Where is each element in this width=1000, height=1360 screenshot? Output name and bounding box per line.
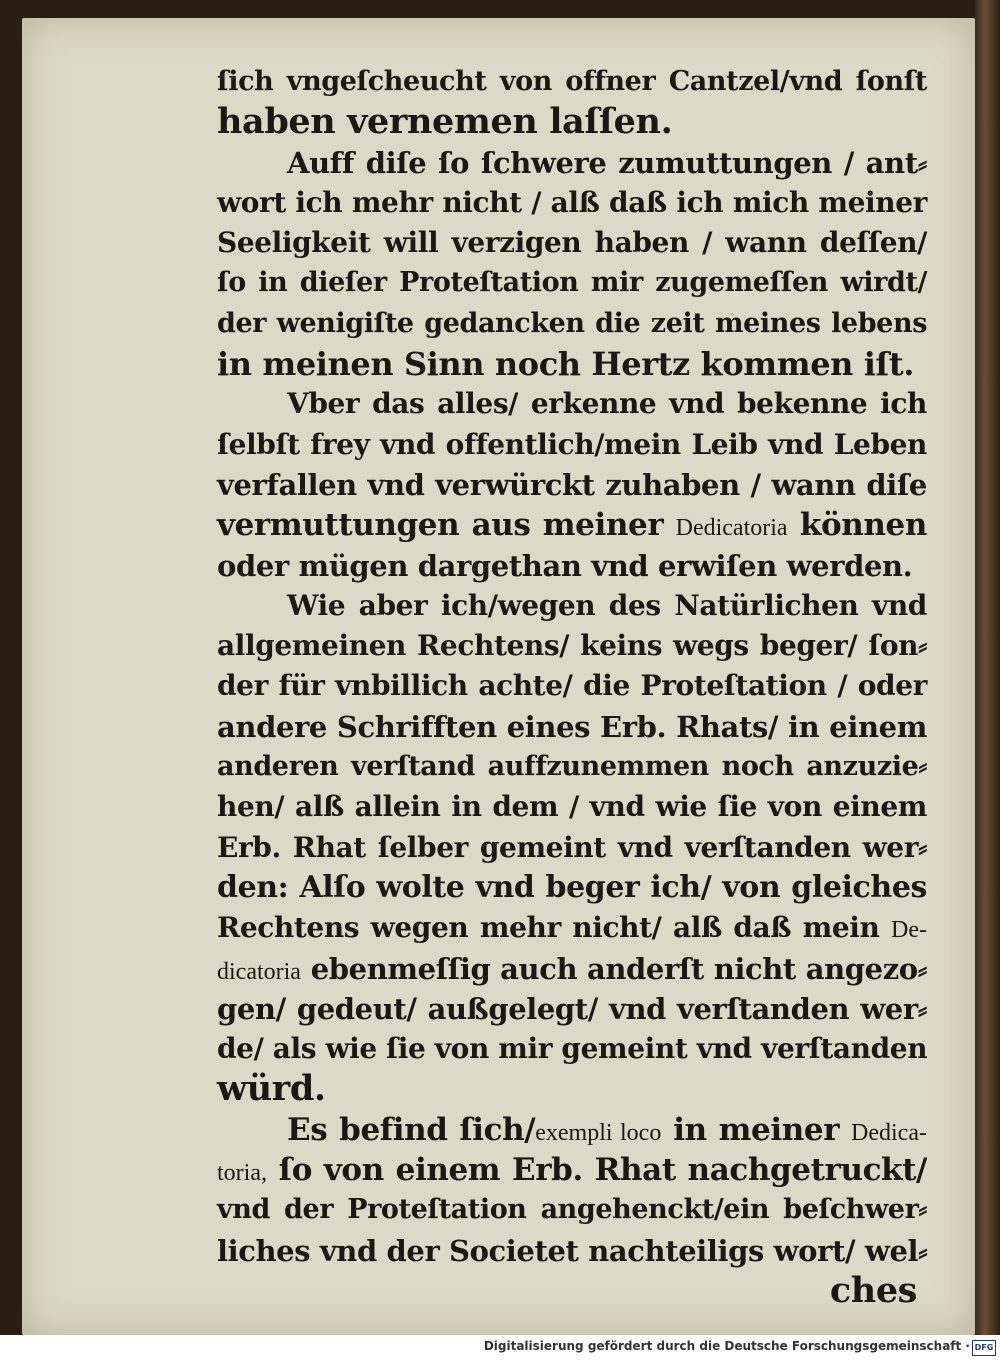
text-line-with-latin xyxy=(217,949,927,989)
book-page xyxy=(22,18,975,1335)
text-fragment: Es befind ſich/ xyxy=(287,1111,536,1148)
footer-credit: Digitalisierung gefördert durch die Deutsche Forschungsgemeinschaft · xyxy=(483,1339,970,1353)
latin-word: exempli loco xyxy=(535,1119,662,1146)
text-line: liches vnd der Societet nachteiligs wort/ wel⸗ xyxy=(217,1233,928,1268)
text-line: würd. xyxy=(217,1068,326,1110)
text-line: den: Alſo wolte vnd beger ich/ von gleiches xyxy=(217,869,927,905)
text-line: wort ich mehr nicht / alß daß ich mich meiner xyxy=(217,185,927,219)
text-line: de/ als wie ſie von mir gemeint vnd verſtanden xyxy=(217,1032,928,1066)
text-line-with-latin xyxy=(217,1150,927,1190)
text-fragment: Rechtens wegen mehr nicht/ alß daß mein xyxy=(217,911,880,945)
text-line: ſich vngeſcheucht von offner Cantzel/vnd ſonſt xyxy=(217,66,927,97)
text-line: verfallen vnd verwürckt zuhaben / wann diſe xyxy=(217,467,927,502)
text-fragment: ebenmeſſig auch anderſt nicht angezo⸗ xyxy=(310,951,927,986)
text-line: Erb. Rhat ſelber gemeint vnd verſtanden wer⸗ xyxy=(217,830,927,864)
latin-word: dicatoria xyxy=(217,958,301,985)
catchword: ches xyxy=(829,1269,917,1311)
text-line: andere Schrifften eines Erb. Rhats/ in einem xyxy=(217,709,927,744)
text-fragment: ſo von einem Erb. Rhat nachgetruckt/ xyxy=(278,1152,927,1189)
text-line: allgemeinen Rechtens/ keins wegs beger/ ſon⸗ xyxy=(217,629,927,663)
text-line: der für vnbillich achte/ die Proteſtation / oder xyxy=(217,669,927,703)
footer-bar xyxy=(0,1335,1000,1360)
text-line: Seeligkeit will verzigen haben / wann deſſen/ xyxy=(217,226,927,260)
text-line: Wie aber ich/wegen des Natürlichen vnd xyxy=(287,588,927,622)
text-fragment: in meiner xyxy=(673,1111,840,1148)
text-fragment: können xyxy=(799,507,927,544)
text-line-with-latin xyxy=(217,1110,927,1150)
text-line-with-latin xyxy=(217,505,927,545)
text-block xyxy=(217,62,927,1311)
text-line-with-latin xyxy=(217,908,927,948)
text-line: oder mügen dargethan vnd erwiſen werden. xyxy=(217,548,913,583)
latin-word: toria, xyxy=(217,1160,267,1187)
text-line: Vber das alles/ erkenne vnd bekenne ich xyxy=(287,387,927,421)
text-line: der wenigiſte gedancken die zeit meines lebens xyxy=(217,307,927,339)
text-line: vnd der Proteſtation angehenckt/ein beſchwer⸗ xyxy=(217,1194,927,1226)
latin-word: Dedicatoria xyxy=(675,515,788,542)
text-line: ſelbſt frey vnd offentlich/mein Leib vnd Leben xyxy=(217,427,927,461)
latin-word: De- xyxy=(891,917,927,944)
text-line: hen/ alß allein in dem / vnd wie ſie von einem xyxy=(217,790,927,824)
text-line: anderen verſtand auffzunemmen noch anzuzie⸗ xyxy=(217,751,927,783)
text-line: haben vernemen laſſen. xyxy=(217,101,673,143)
text-line: gen/ gedeut/ außgelegt/ vnd verſtanden wer⸗ xyxy=(217,991,927,1026)
dfg-logo-icon: DFG xyxy=(972,1340,996,1356)
book-page-edge xyxy=(975,0,1000,1335)
text-fragment: vermuttungen aus meiner xyxy=(217,507,664,544)
latin-word: Dedica- xyxy=(851,1119,927,1146)
text-line: Auff diſe ſo ſchwere zumuttungen / ant⸗ xyxy=(287,145,927,180)
text-line: in meinen Sinn noch Hertz kommen iſt. xyxy=(217,345,914,384)
text-line: ſo in dieſer Proteſtation mir zugemeſſen wirdt/ xyxy=(217,267,927,299)
